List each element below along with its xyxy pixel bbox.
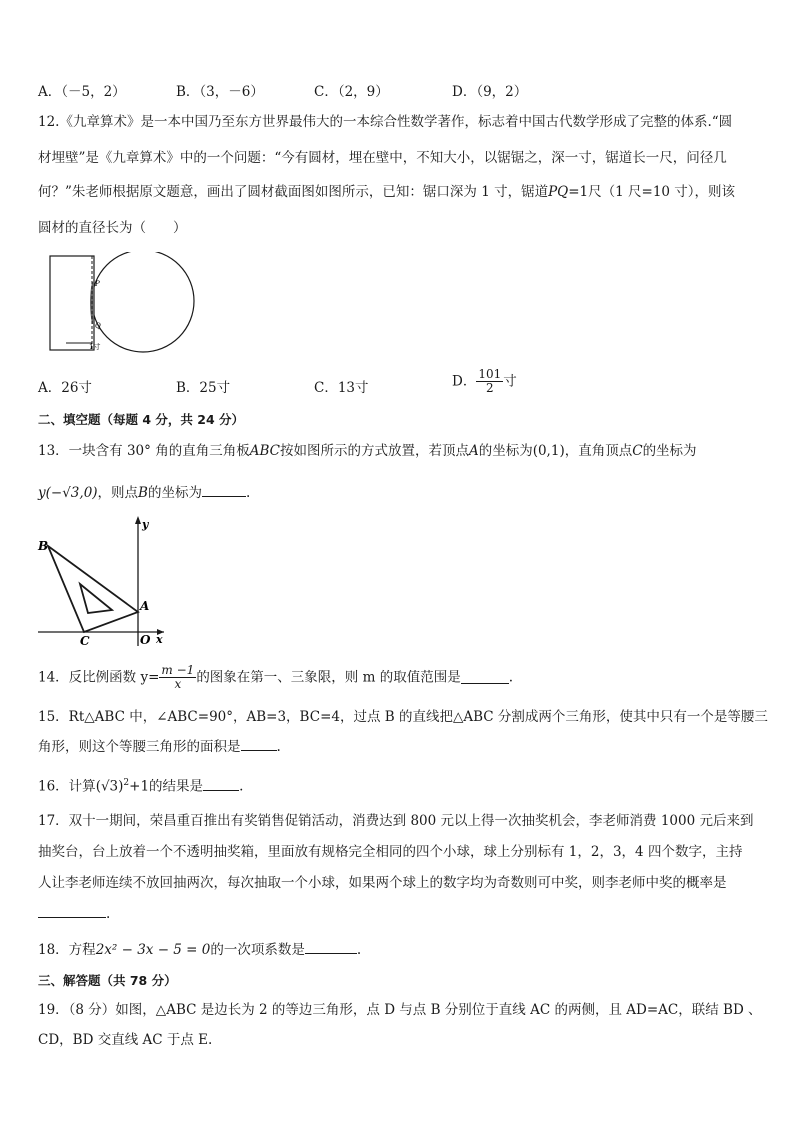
q12-line-1: 12.《九章算术》是一本中国乃至东方世界最伟大的一本综合性数学著作，标志着中国古代数学形成了完整的体系.“圆 [38, 114, 733, 130]
y-axis-arrow [135, 516, 141, 524]
label-o: O [140, 633, 151, 647]
q11-option-c: C．（2，9） [314, 84, 389, 100]
q11-option-b: B．（3，－6） [176, 84, 264, 100]
q19-line-1: 19．（8 分）如图，△ABC 是边长为 2 的等边三角形，点 D 与点 B 分别位于直线 AC 的两侧，且 AD=AC，联结 BD 、 [38, 1002, 762, 1018]
wall-rect [50, 256, 94, 350]
q15-answer-blank [241, 738, 277, 751]
q12-line-2: 材埋壁”是《九章算术》中的一个问题：“今有圆材，埋在壁中，不知大小，以锯锯之，深一寸，锯道长一尺，问径几 [38, 150, 727, 166]
q12-option-c: C．13寸 [314, 380, 369, 396]
q13-line-1: 13．一块含有 30° 角的直角三角板ABC按如图所示的方式放置，若顶点A的坐标为(0,1)，直角顶点C的坐标为 [38, 443, 697, 459]
q16-answer-blank [203, 778, 239, 791]
q12-figure [44, 252, 200, 362]
label-c: C [80, 634, 90, 648]
section-2-title: 二、填空题（每题 4 分，共 24 分） [38, 412, 245, 427]
q11-option-a: A．（－5，2） [38, 84, 126, 100]
q13-answer-blank [202, 484, 246, 497]
q12-option-d: D． $\frac{101}{2}$ 寸 [452, 367, 517, 395]
label-unit: 1寸 [89, 343, 101, 351]
label-y: y [142, 518, 149, 531]
q12-option-a: A．26寸 [38, 380, 92, 396]
q15-line-2: 角形，则这个等腰三角形的面积是 . [38, 739, 281, 755]
label-x: x [156, 633, 163, 646]
q16-line: 16．计算$(√3)^2+1$的结果是 . [38, 778, 244, 795]
triangle-outer [48, 546, 138, 632]
q15-line-1: 15．Rt△ABC 中，∠ABC=90°，AB=3，BC=4，过点 B 的直线把△ABC 分割成两个三角形，使其中只有一个是等腰三 [38, 709, 768, 725]
q13-line-2: y(−√3,0)，则点B的坐标为 . [38, 485, 251, 501]
q13-figure [36, 514, 170, 648]
q17-answer-blank [38, 905, 106, 918]
q18-answer-blank [305, 941, 357, 954]
q17-line-4: . [38, 904, 110, 924]
q11-option-d: D．（9，2） [452, 84, 528, 100]
q12-line-4: 圆材的直径长为（ ） [38, 220, 187, 236]
q14-answer-blank [461, 671, 509, 684]
label-a: A [140, 599, 150, 613]
log-circle [92, 252, 194, 352]
section-3-title: 三、解答题（共 78 分） [38, 973, 177, 988]
q18-line: 18．方程2x² − 3x − 5 = 0的一次项系数是 . [38, 942, 362, 958]
q17-line-1: 17．双十一期间，荣昌重百推出有奖销售促销活动，消费达到 800 元以上得一次抽奖机会，李老师消费 1000 元后来到 [38, 813, 754, 829]
label-q: Q [95, 322, 101, 330]
label-p: P [95, 280, 100, 288]
q12-line-3: 何？”朱老师根据原文题意，画出了圆材截面图如图所示，已知：锯口深为 1 寸，锯道PQ=1尺（1 尺=10 寸），则该 [38, 184, 736, 200]
q19-line-2: CD，BD 交直线 AC 于点 E. [38, 1032, 213, 1048]
q14-line: 14．反比例函数 y= $\frac{m -1}{x}$ 的图象在第一、三象限，则 m 的取值范围是 . [38, 663, 513, 691]
label-b: B [38, 539, 49, 553]
q12-option-b: B．25寸 [176, 380, 231, 396]
q17-line-3: 人让李老师连续不放回抽两次，每次抽取一个小球，如果两个球上的数字均为奇数则可中奖，则李老师中奖的概率是 [38, 875, 727, 891]
q17-line-2: 抽奖台，台上放着一个不透明抽奖箱，里面放有规格完全相同的四个小球，球上分别标有 1，2，3，4 四个数字，主持 [38, 844, 743, 860]
